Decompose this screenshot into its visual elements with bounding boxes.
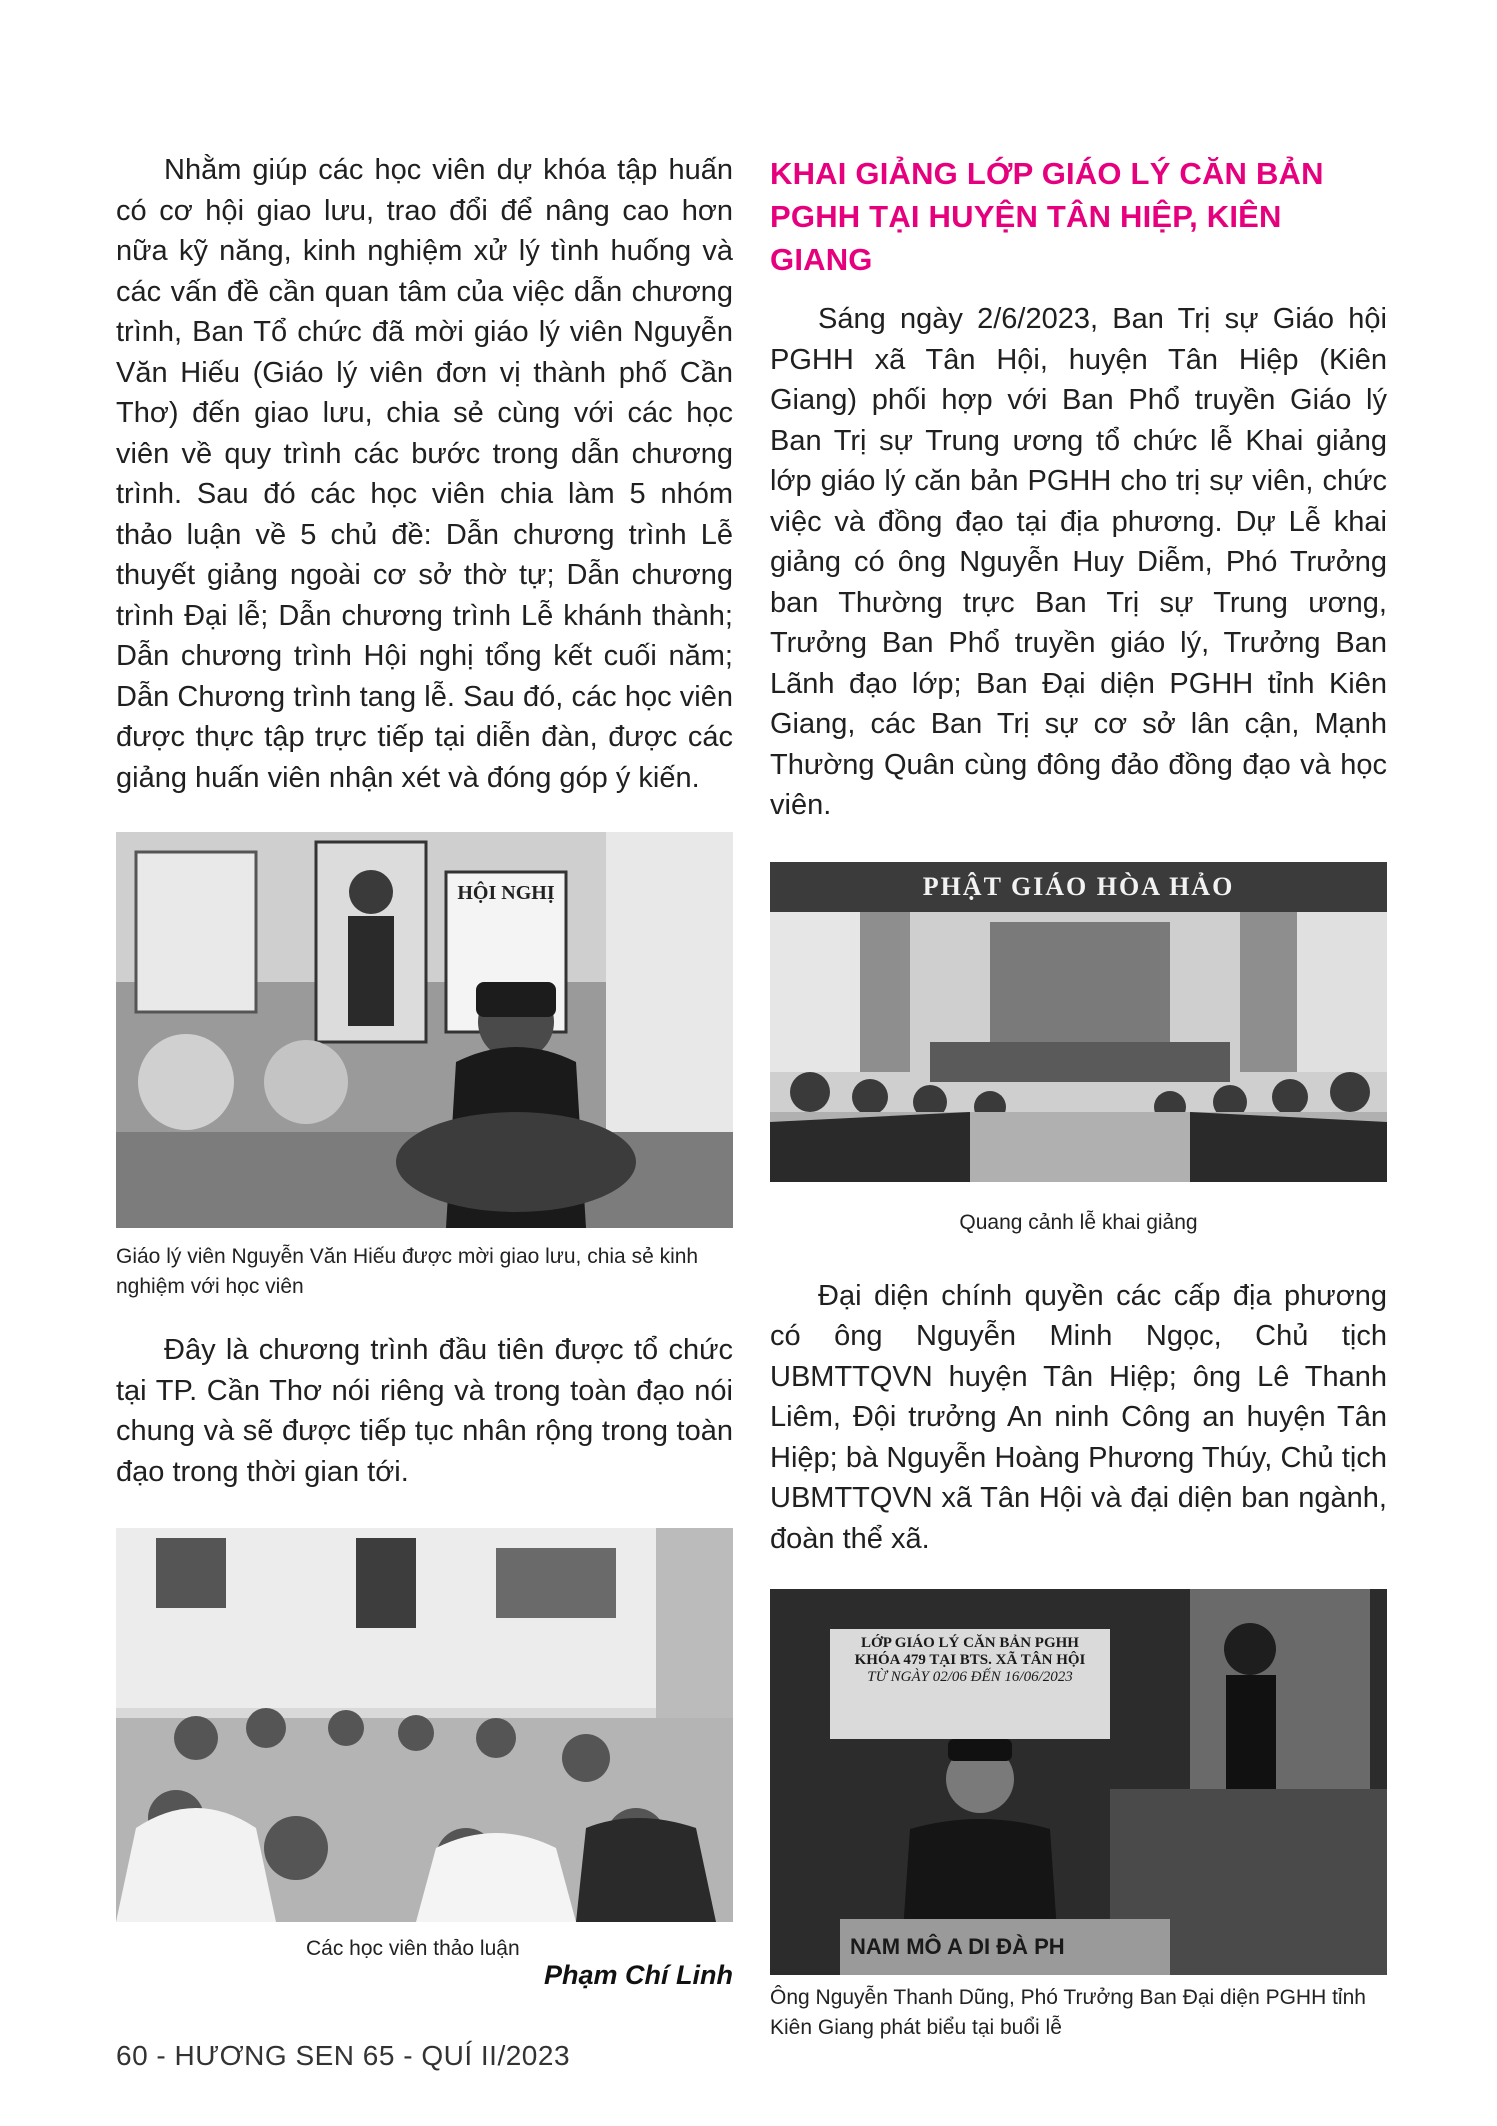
photo4-banner-line-3: TỪ NGÀY 02/06 ĐẾN 16/06/2023 bbox=[867, 1669, 1073, 1685]
photo4-banner-line-1: LỚP GIÁO LÝ CĂN BẢN PGHH bbox=[861, 1635, 1079, 1651]
left-column bbox=[116, 150, 733, 1991]
photo-opening-ceremony bbox=[770, 862, 1387, 1182]
headline-line-2: PGHH TẠI HUYỆN TÂN HIỆP, KIÊN GIANG bbox=[770, 199, 1282, 277]
photo3-banner: PHẬT GIÁO HÒA HẢO bbox=[922, 871, 1235, 901]
photo4-podium-text: NAM MÔ A DI ĐÀ PH bbox=[850, 1934, 1065, 1959]
photo-speaker-conference bbox=[116, 832, 733, 1228]
photo4-caption: Ông Nguyễn Thanh Dũng, Phó Trưởng Ban Đại diện PGHH tỉnh Kiên Giang phát biểu tại buổi lễ bbox=[770, 1986, 1366, 2039]
intro-paragraph: Nhằm giúp các học viên dự khóa tập huấn có cơ hội giao lưu, trao đổi để nâng cao hơn nữa kỹ năng, kinh nghiệm xử lý tình huống và các vấn đề cần quan tâm của việc dẫn chương trình, Ban Tổ chức đã mời giáo lý viên Nguyễn Văn Hiếu (Giáo lý viên đơn vị thành phố Cần Thơ) đến giao lưu, chia sẻ cùng với các học viên về quy trình các bước trong dẫn chương trình. Sau đó các học viên chia làm 5 nhóm thảo luận về 5 chủ đề: Dẫn chương trình Lễ thuyết giảng ngoài cơ sở thờ tự; Dẫn chương trình Đại lễ; Dẫn chương trình Lễ khánh thành; Dẫn chương trình Hội nghị tổng kết cuối năm; Dẫn Chương trình tang lễ. Sau đó, các học viên được thực tập trực tiếp tại diễn đàn, được các giảng huấn viên nhận xét và đóng góp ý kiến. bbox=[116, 154, 733, 794]
photo2-illustration bbox=[116, 1528, 733, 1922]
right-paragraph-1: Sáng ngày 2/6/2023, Ban Trị sự Giáo hội PGHH xã Tân Hội, huyện Tân Hiệp (Kiên Giang) phối hợp với Ban Phổ truyền Giáo lý Ban Trị sự Trung ương tổ chức lễ Khai giảng lớp giáo lý căn bản PGHH cho trị sự viên, chức việc và đồng đạo tại địa phương. Dự Lễ khai giảng có ông Nguyễn Huy Diễm, Phó Trưởng ban Thường trực Ban Trị sự Trung ương, Trưởng Ban Phổ truyền giáo lý, Trưởng Ban Lãnh đạo lớp; Ban Đại diện PGHH tỉnh Kiên Giang, các Ban Trị sự cơ sở lân cận, Mạnh Thường Quân cùng đông đảo đồng đạo và học viên. bbox=[770, 303, 1387, 821]
photo2-caption: Các học viên thảo luận bbox=[306, 1937, 520, 1960]
photo-speaker-podium bbox=[770, 1589, 1387, 1975]
page-footer: 60 - HƯƠNG SEN 65 - QUÍ II/2023 bbox=[116, 2040, 571, 2071]
photo4-banner-line-2: KHÓA 479 TẠI BTS. XÃ TÂN HỘI bbox=[854, 1652, 1086, 1668]
right-paragraph-2: Đại diện chính quyền các cấp địa phương có ông Nguyễn Minh Ngọc, Chủ tịch UBMTTQVN huyện Tân Hiệp; ông Lê Thanh Liêm, Đội trưởng An ninh Công an huyện Tân Hiệp; bà Nguyễn Hoàng Phương Thúy, Chủ tịch UBMTTQVN xã Tân Hội và đại diện ban ngành, đoàn thể xã. bbox=[770, 1279, 1387, 1555]
photo3-caption: Quang cảnh lễ khai giảng bbox=[959, 1210, 1198, 1234]
photo3-illustration bbox=[770, 862, 1387, 1182]
photo4-banner bbox=[830, 1635, 1110, 1686]
article-headline bbox=[770, 152, 1387, 281]
photo1-banner: HỘI NGHỊ bbox=[457, 882, 555, 904]
author-name: Phạm Chí Linh bbox=[544, 1960, 733, 1990]
photo-students-discussion bbox=[116, 1528, 733, 1922]
headline-line-1: KHAI GIẢNG LỚP GIÁO LÝ CĂN BẢN bbox=[770, 156, 1324, 191]
photo1-caption: Giáo lý viên Nguyễn Văn Hiếu được mời giao lưu, chia sẻ kinh nghiệm với học viên bbox=[116, 1245, 699, 1298]
right-column bbox=[770, 150, 1387, 2043]
photo-illustration bbox=[116, 832, 733, 1228]
closing-paragraph: Đây là chương trình đầu tiên được tổ chức tại TP. Cần Thơ nói riêng và trong toàn đạo nói chung và sẽ được tiếp tục nhân rộng trong toàn đạo trong thời gian tới. bbox=[116, 1334, 733, 1488]
